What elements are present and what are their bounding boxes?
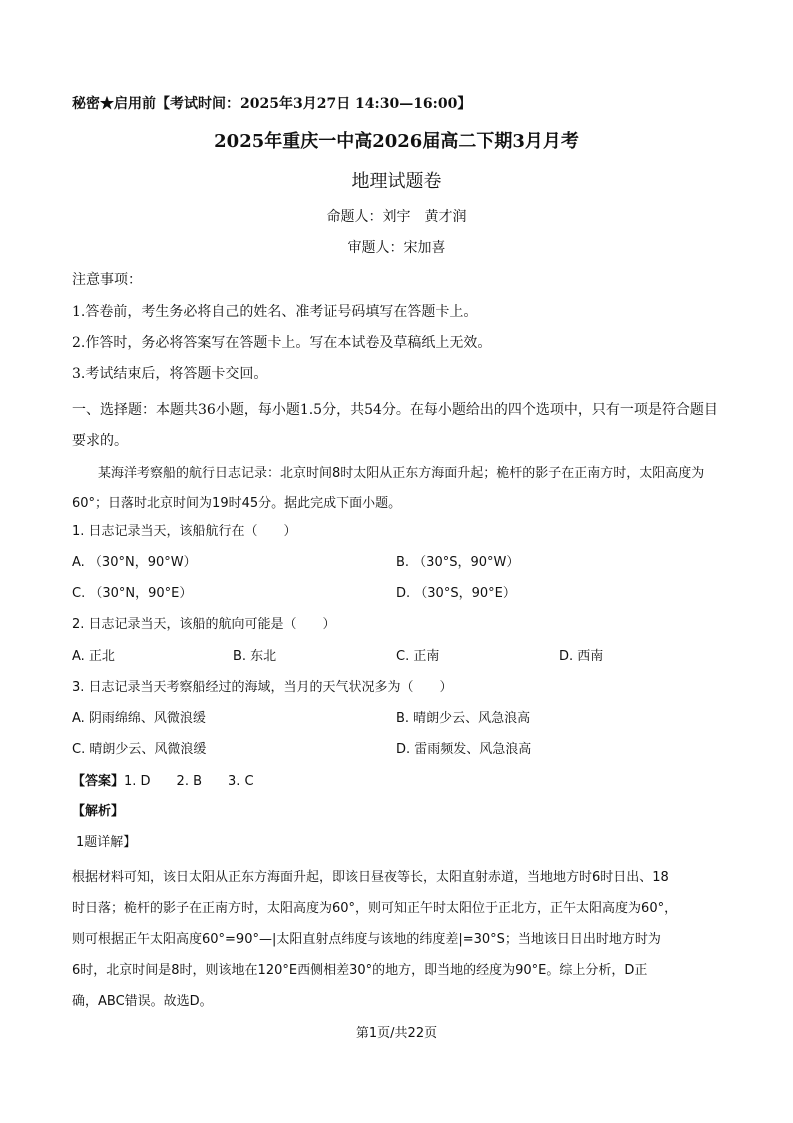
option: A. （30°N，90°W） xyxy=(72,555,197,570)
notice-item: 2.作答时，务必将答案写在答题卡上。写在本试卷及草稿纸上无效。 xyxy=(72,335,492,351)
option: B. 东北 xyxy=(233,649,277,664)
answer-line xyxy=(72,772,254,792)
reviewer: 审题人：宋加喜 xyxy=(347,240,446,256)
explanation-line: 6时，北京时间是8时，则该地在120°E西侧相差30°的地方，即当地的经度为90°E。综上分析，D正 xyxy=(72,963,648,978)
notice-item: 3.考试结束后，将答题卡交回。 xyxy=(72,366,268,382)
option: C. （30°N，90°E） xyxy=(72,586,193,601)
option: C. 晴朗少云、风微浪缓 xyxy=(72,742,207,757)
explanation-line: 时日落；桅杆的影子在正南方时，太阳高度为60°，则可知正午时太阳位于正北方，正午太阳高度为60°， xyxy=(72,901,678,916)
exam-title: 2025年重庆一中高2026届高二下期3月月考 xyxy=(214,131,579,152)
confidential-header: 秘密★启用前【考试时间：2025年3月27日 14:30—16:00】 xyxy=(72,96,472,112)
question-stem: 3. 日志记录当天考察船经过的海域，当月的天气状况多为（ ） xyxy=(72,680,453,695)
section-instruction: 一、选择题：本题共36小题，每小题1.5分，共54分。在每小题给出的四个选项中，只有一项是符合题目要求的。 xyxy=(72,402,718,449)
detail-heading: 1题详解】 xyxy=(76,835,137,850)
explanation-line: 根据材料可知，该日太阳从正东方海面升起，即该日昼夜等长，太阳直射赤道，当地地方时6时日出、18 xyxy=(72,870,669,885)
option: C. 正南 xyxy=(396,649,440,664)
explanation-line: 则可根据正午太阳高度60°=90°—|太阳直射点纬度与该地的纬度差|=30°S；当地该日日出时地方时为 xyxy=(72,932,661,947)
page-number: 第1页/共22页 xyxy=(355,1026,438,1041)
option: A. 正北 xyxy=(72,649,115,664)
option: D. 雷雨频发、风急浪高 xyxy=(396,742,532,757)
notice-title: 注意事项： xyxy=(72,272,142,288)
option: D. 西南 xyxy=(559,649,604,664)
option: D. （30°S，90°E） xyxy=(396,586,516,601)
question-stem: 2. 日志记录当天，该船的航向可能是（ ） xyxy=(72,617,336,632)
option: B. （30°S，90°W） xyxy=(396,555,520,570)
question-material: 某海洋考察船的航行日志记录：北京时间8时太阳从正东方海面升起；桅杆的影子在正南方时，太阳高度为60°；日落时北京时间为19时45分。据此完成下面小题。 xyxy=(72,466,705,511)
question-stem: 1. 日志记录当天，该船航行在（ ） xyxy=(72,524,297,539)
analysis-label: 【解析】 xyxy=(72,804,125,819)
explanation-line: 确，ABC错误。故选D。 xyxy=(72,994,213,1009)
notice-item: 1.答卷前，考生务必将自己的姓名、准考证号码填写在答题卡上。 xyxy=(72,304,478,320)
answer-label: 【答案】 xyxy=(72,774,125,789)
answer-text: 1. D 2. B 3. C xyxy=(124,774,254,789)
question-setter: 命题人：刘宇 黄才润 xyxy=(326,209,467,225)
subject-title: 地理试题卷 xyxy=(351,171,442,192)
option: B. 晴朗少云、风急浪高 xyxy=(396,711,531,726)
option: A. 阴雨绵绵、风微浪缓 xyxy=(72,711,206,726)
analysis-explanation xyxy=(72,862,724,1017)
